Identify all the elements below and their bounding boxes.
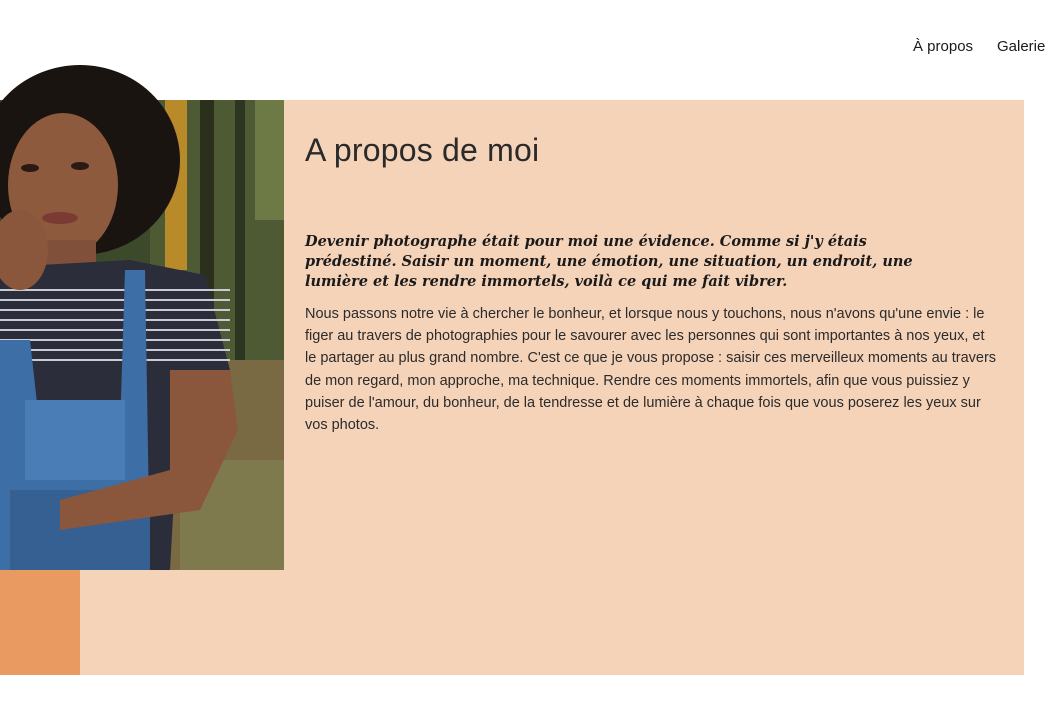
intro-quote bbox=[305, 232, 913, 292]
about-section bbox=[0, 100, 1024, 675]
accent-block bbox=[0, 570, 80, 675]
page-title: A propos de moi bbox=[305, 132, 540, 168]
quote-line: prédestiné. Saisir un moment, une émotion, une situation, un endroit, une bbox=[305, 253, 913, 270]
body-line: de mon regard, mon approche, ma technique. Rendre ces moments immortels, afin que vous puissiez y bbox=[305, 372, 970, 389]
nav-link-about[interactable]: À propos bbox=[913, 38, 974, 55]
top-nav bbox=[0, 38, 1045, 58]
body-line: vos photos. bbox=[305, 417, 380, 434]
body-line: figer au travers de photographies pour le savourer avec les personnes qui sont importantes à nos yeux, et bbox=[305, 328, 985, 345]
body-line: Nous passons notre vie à chercher le bonheur, et lorsque nous y touchons, nous n'avons qu'une envie : le bbox=[305, 306, 985, 322]
body-line: puiser de l'amour, du bonheur, de la tendresse et de lumière à chaque fois que vous poserez les yeux sur bbox=[305, 394, 981, 411]
quote-line: Devenir photographe était pour moi une évidence. Comme si j'y étais bbox=[305, 233, 867, 250]
quote-line: lumière et les rendre immortels, voilà ce qui me fait vibrer. bbox=[305, 273, 788, 290]
portrait-photo bbox=[0, 100, 284, 570]
about-body-text bbox=[305, 303, 1045, 436]
body-line: le partager au plus grand nombre. C'est ce que je vous propose : saisir ces merveilleux moments au travers bbox=[305, 350, 997, 367]
nav-link-gallery[interactable]: Galerie bbox=[997, 38, 1045, 55]
